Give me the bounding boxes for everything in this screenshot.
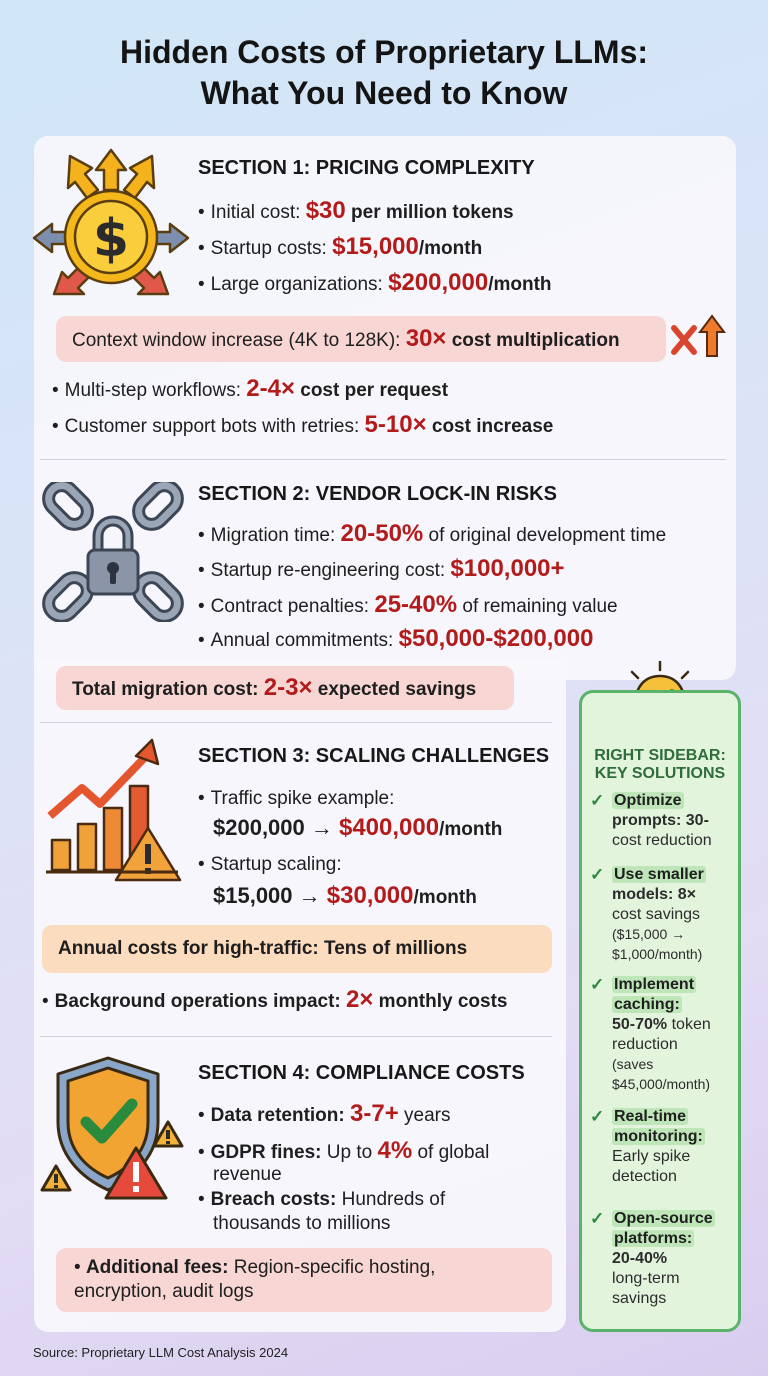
solution-item-monitoring: ✓ Real-time monitoring: Early spike detection — [590, 1107, 703, 1185]
s4-callout-additional-fees: • Additional fees: Region-specific hosting, encryption, audit logs — [56, 1248, 552, 1312]
s3-callout-annual-costs: Annual costs for high-traffic: Tens of millions — [42, 925, 552, 973]
sidebar-heading: RIGHT SIDEBAR: KEY SOLUTIONS — [594, 747, 726, 782]
title-line-1: Hidden Costs of Proprietary LLMs: — [119, 34, 649, 70]
section-divider — [40, 459, 726, 460]
check-icon: ✓ — [590, 975, 605, 994]
s4-gdpr-line-2: revenue — [213, 1164, 282, 1185]
shield-warning-icon — [38, 1052, 188, 1202]
s3-bullet-traffic-spike: • Traffic spike example: — [198, 788, 395, 809]
s2-callout-total-migration: Total migration cost: 2-3× expected savings — [56, 666, 514, 710]
s1-bullet-multistep: • Multi-step workflows: 2-4× cost per request — [52, 375, 449, 402]
section-2-heading: SECTION 2: VENDOR LOCK-IN RISKS — [198, 483, 557, 505]
s4-breach-line-2: thousands to millions — [213, 1213, 391, 1234]
solution-item-open-source: ✓ Open-source platforms: 20-40% long-term savings — [590, 1209, 713, 1307]
s2-bullet-reengineering: • Startup re-engineering cost: $100,000+ — [198, 555, 565, 582]
chain-padlock-icon — [40, 482, 186, 622]
s1-bullet-startup-costs: • Startup costs: $15,000/month — [198, 233, 483, 260]
svg-text:$: $ — [92, 209, 130, 269]
section-divider — [40, 1036, 552, 1037]
cost-up-icon — [668, 312, 726, 360]
check-icon: ✓ — [590, 865, 605, 884]
s3-traffic-spike-values: $200,000 → $400,000/month — [213, 814, 503, 841]
section-1-heading: SECTION 1: PRICING COMPLEXITY — [198, 157, 535, 179]
page-title — [0, 32, 768, 114]
s1-bullet-large-orgs: • Large organizations: $200,000/month — [198, 269, 552, 296]
s4-bullet-gdpr: • GDPR fines: Up to 4% of global — [198, 1137, 490, 1164]
s3-bullet-startup-scaling: • Startup scaling: — [198, 854, 342, 875]
dollar-arrows-icon — [30, 146, 192, 304]
s4-bullet-breach-costs: • Breach costs: Hundreds of — [198, 1189, 446, 1210]
solution-item-caching: ✓ Implement caching: 50-70% token reduction (saves $45,000/month) — [590, 975, 711, 1092]
section-divider — [40, 722, 552, 723]
s4-callout-line-2: encryption, audit logs — [74, 1281, 254, 1302]
rising-chart-warning-icon — [40, 738, 188, 886]
check-icon: ✓ — [590, 1107, 605, 1126]
s3-startup-scaling-values: $15,000 → $30,000/month — [213, 882, 477, 909]
title-line-2: What You Need to Know — [200, 75, 568, 111]
section-3-heading: SECTION 3: SCALING CHALLENGES — [198, 745, 550, 767]
check-icon: ✓ — [590, 791, 605, 810]
s1-callout-context-window: Context window increase (4K to 128K): 30× cost multiplication — [56, 316, 666, 362]
s3-bullet-background-ops: • Background operations impact: 2× monthly costs — [42, 986, 508, 1013]
s2-bullet-migration-time: • Migration time: 20-50% of original development time — [198, 520, 667, 547]
s2-bullet-contract-penalties: • Contract penalties: 25-40% of remaining value — [198, 591, 618, 618]
s1-bullet-initial-cost: • Initial cost: $30 per million tokens — [198, 197, 514, 224]
source-note: Source: Proprietary LLM Cost Analysis 2024 — [33, 1345, 289, 1360]
solution-item-optimize-prompts: ✓ Optimize prompts: 30- cost reduction — [590, 791, 712, 849]
section-4-heading: SECTION 4: COMPLIANCE COSTS — [198, 1062, 525, 1084]
s1-bullet-support-bots: • Customer support bots with retries: 5-10× cost increase — [52, 411, 554, 438]
key-solutions-sidebar — [579, 690, 741, 1332]
s4-bullet-data-retention: • Data retention: 3-7+ years — [198, 1100, 451, 1127]
check-icon: ✓ — [590, 1209, 605, 1228]
s2-bullet-annual-commitments: • Annual commitments: $50,000-$200,000 — [198, 625, 594, 652]
solution-item-smaller-models: ✓ Use smaller models: 8× cost savings ($15,000 → $1,000/month) — [590, 865, 704, 962]
